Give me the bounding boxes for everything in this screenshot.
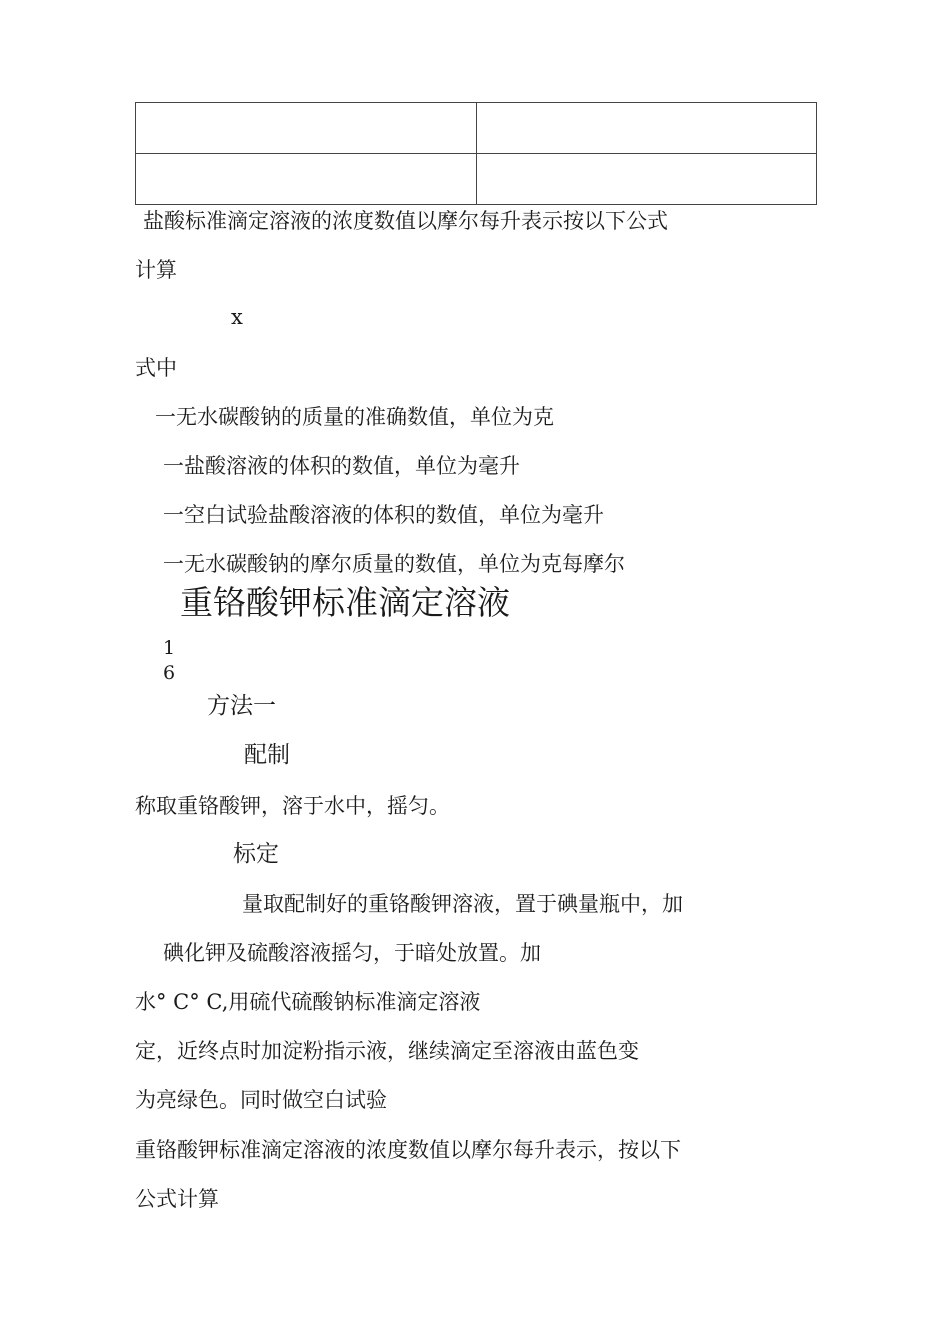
hcl-calc: 计算	[135, 258, 177, 282]
section-number-1: 1	[163, 637, 176, 659]
data-table	[135, 102, 817, 205]
calibrate-heading: 标定	[233, 841, 279, 867]
hcl-formula-intro: 盐酸标准滴定溶液的浓度数值以摩尔每升表示按以下公式	[143, 209, 668, 233]
table-cell	[476, 103, 817, 154]
calibrate-text-3: 水° C° C,用硫代硫酸钠标准滴定溶液	[135, 990, 481, 1014]
k2cr-calc: 公式计算	[135, 1187, 219, 1211]
definition-volume: 一盐酸溶液的体积的数值，单位为毫升	[163, 454, 520, 478]
definition-molar-mass: 一无水碳酸钠的摩尔质量的数值，单位为克每摩尔	[163, 552, 625, 576]
calibrate-text-2: 碘化钾及硫酸溶液摇匀，于暗处放置。加	[163, 941, 541, 965]
definition-mass: 一无水碳酸钠的质量的准确数值，单位为克	[155, 405, 554, 429]
table-row	[136, 154, 817, 205]
definition-blank-volume: 一空白试验盐酸溶液的体积的数值，单位为毫升	[163, 503, 604, 527]
calibrate-text-4: 定，近终点时加淀粉指示液，继续滴定至溶液由蓝色变	[135, 1039, 639, 1063]
table-cell	[136, 103, 477, 154]
table-cell	[136, 154, 477, 205]
formula-variable: x	[231, 305, 243, 329]
table-row	[136, 103, 817, 154]
method-heading: 方法一	[207, 693, 276, 719]
calibrate-text-1: 量取配制好的重铬酸钾溶液，置于碘量瓶中，加	[242, 892, 683, 916]
k2cr-formula-intro: 重铬酸钾标准滴定溶液的浓度数值以摩尔每升表示，按以下	[135, 1138, 681, 1162]
calibrate-text-5: 为亮绿色。同时做空白试验	[135, 1088, 387, 1112]
prepare-heading: 配制	[244, 742, 290, 768]
where-label: 式中	[135, 356, 177, 380]
prepare-text: 称取重铬酸钾，溶于水中，摇匀。	[135, 794, 450, 818]
section-title: 重铬酸钾标准滴定溶液	[180, 583, 510, 622]
section-number-6: 6	[163, 662, 176, 684]
table-cell	[476, 154, 817, 205]
